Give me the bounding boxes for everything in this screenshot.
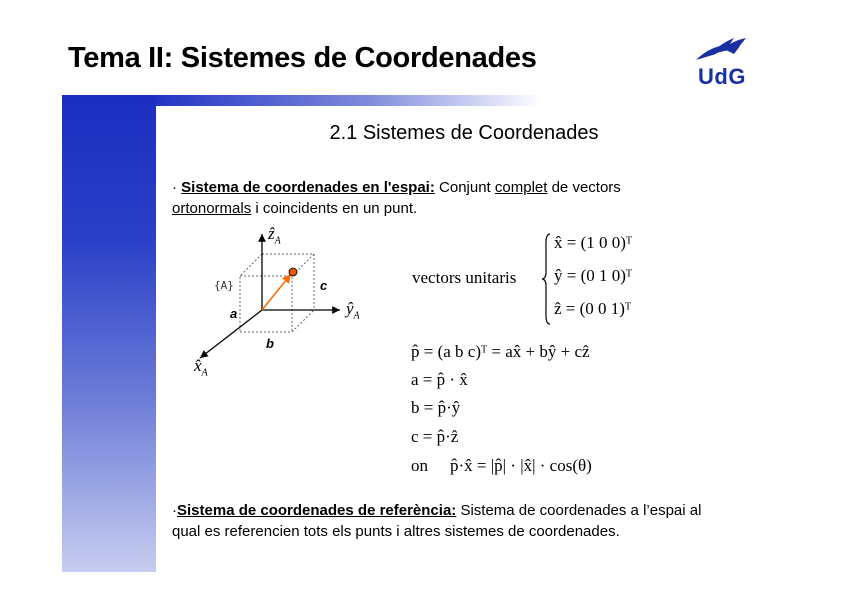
term-coordinate-system: Sistema de coordenades en l'espai: [181, 179, 435, 196]
page-title: Tema II: Sistemes de Coordenades [68, 42, 537, 74]
dot-product-eq: p̂·x̂ = |p̂| · |x̂| · cos(θ) [450, 456, 592, 475]
brace-icon [541, 233, 551, 325]
udg-logo [690, 34, 752, 94]
c-label: c [320, 278, 328, 293]
term-reference-system: Sistema de coordenades de referència: [177, 502, 457, 519]
x-axis-label: $x̂_A$ [194, 356, 208, 379]
reference-description: Sistema de coordenades a l’espai al qual es referencien tots els punts i altres sistemes de coordenades. [172, 502, 702, 540]
term-complete: complet [494, 179, 548, 196]
paragraph-coordinate-system [172, 177, 732, 219]
bullet: · [172, 502, 177, 519]
b-eq: b = p̂·ŷ [411, 398, 461, 417]
bullet: · [172, 179, 177, 196]
x-unit-eq: x̂ = (1 0 0)ᵀ [554, 233, 633, 252]
axes-diagram [188, 224, 388, 384]
text-3: i coincidents en un punt. [255, 200, 418, 217]
c-eq: c = p̂·ẑ [411, 427, 459, 446]
a-eq: a = p̂ · x̂ [411, 370, 468, 389]
section-title: 2.1 Sistemes de Coordenades [329, 122, 599, 144]
a-label: a [230, 306, 238, 321]
text-2: de vectors [551, 179, 621, 196]
term-orthonormal: ortonormals [172, 200, 252, 217]
y-unit-eq: ŷ = (0 1 0)ᵀ [554, 266, 633, 285]
top-gradient-bar [156, 95, 542, 106]
left-gradient-bar [62, 95, 156, 572]
frame-label: {A} [214, 279, 234, 292]
text-1: Conjunt [439, 179, 491, 196]
p-vector [262, 274, 291, 310]
on-word: on [411, 456, 428, 475]
p-eq: p̂ = (a b c)ᵀ = ax̂ + bŷ + cẑ [411, 342, 590, 361]
logo-text: UdG [698, 64, 746, 89]
point-p [289, 268, 297, 276]
paragraph-reference-system [172, 500, 732, 542]
bird-icon [690, 34, 752, 64]
z-axis-label: ẑ$_A$ [268, 224, 281, 247]
y-axis-label: $ŷ_A$ [346, 299, 360, 322]
b-label: b [266, 336, 274, 351]
unit-vectors-label: vectors unitaris [412, 268, 517, 287]
z-unit-eq: ẑ = (0 0 1)ᵀ [554, 299, 632, 318]
